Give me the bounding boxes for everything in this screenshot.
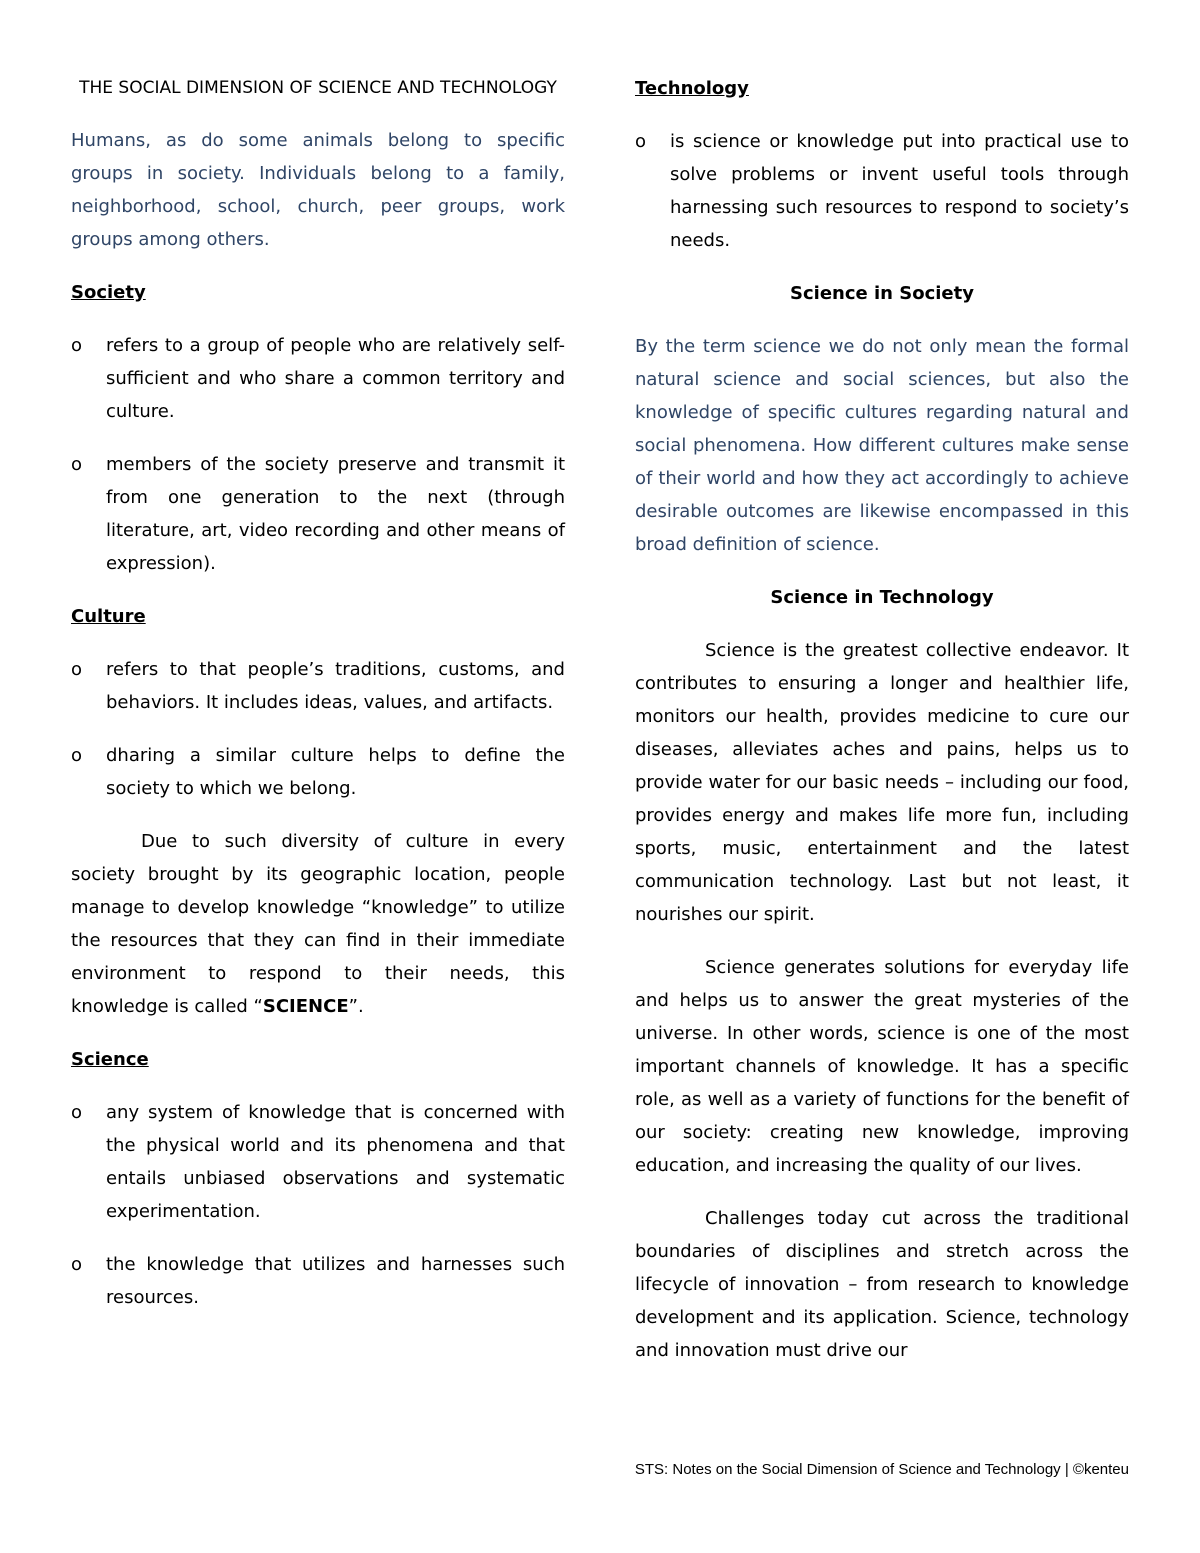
science-heading: Science	[71, 1049, 149, 1070]
bullet-text: is science or knowledge put into practical use to solve problems or invent useful tools through harnessing such resources to respond to society’s needs.	[670, 131, 1129, 251]
diversity-end: ”.	[348, 996, 364, 1017]
science-emphasis: SCIENCE	[262, 996, 349, 1017]
bullet-mark: o	[71, 745, 83, 766]
intro-paragraph: Humans, as do some animals belong to specific groups in society. Individuals belong to a family, neighborhood, school, church, peer groups, work groups among others.	[71, 130, 565, 250]
document-title: THE SOCIAL DIMENSION OF SCIENCE AND TECHNOLOGY	[79, 78, 557, 98]
bullet-text: the knowledge that utilizes and harnesses such resources.	[106, 1254, 565, 1308]
science-in-society-heading: Science in Society	[790, 283, 974, 304]
bullet-text: dharing a similar culture helps to define the society to which we belong.	[106, 745, 565, 799]
bullet-text: members of the society preserve and transmit it from one generation to the next (through literature, art, video recording and other means of expression).	[106, 454, 565, 574]
bullet-text: any system of knowledge that is concerned with the physical world and its phenomena and that entails unbiased observations and systematic experimentation.	[106, 1102, 565, 1222]
society-bullet-1	[71, 329, 565, 428]
bullet-text: refers to a group of people who are relatively self-sufficient and who share a common territory and culture.	[106, 335, 565, 422]
science-in-society-paragraph: By the term science we do not only mean the formal natural science and social sciences, but also the knowledge of specific cultures regarding natural and social phenomena. How different cultures make sense of their world and how they act accordingly to achieve desirable outcomes are likewise encompassed in this broad definition of science.	[635, 336, 1129, 555]
science-bullet-2	[71, 1248, 565, 1314]
science-in-technology-paragraph-2: Science generates solutions for everyday life and helps us to answer the great mysteries of the universe. In other words, science is one of the most important channels of knowledge. It has a specific role, as well as a variety of functions for the benefit of our society: creating new knowledge, improving education, and increasing the quality of our lives.	[635, 957, 1129, 1176]
bullet-mark: o	[71, 335, 83, 356]
technology-bullet-1	[635, 125, 1129, 257]
left-column	[71, 72, 565, 1334]
culture-bullet-2	[71, 739, 565, 805]
diversity-text: Due to such diversity of culture in every society brought by its geographic location, people manage to develop knowledge “knowledge” to utilize the resources that they can find in their immediate environment to respond to their needs, this knowledge is called “	[71, 831, 565, 1017]
bullet-mark: o	[71, 1102, 83, 1123]
bullet-mark: o	[71, 454, 83, 475]
society-heading: Society	[71, 282, 146, 303]
bullet-text: refers to that people’s traditions, customs, and behaviors. It includes ideas, values, and artifacts.	[106, 659, 565, 713]
science-in-technology-paragraph-1: Science is the greatest collective endeavor. It contributes to ensuring a longer and healthier life, monitors our health, provides medicine to cure our diseases, alleviates aches and pains, helps us to provide water for our basic needs – including our food, provides energy and makes life more fun, including sports, music, entertainment and the latest communication technology. Last but not least, it nourishes our spirit.	[635, 640, 1129, 925]
right-column	[635, 72, 1129, 1387]
technology-heading: Technology	[635, 78, 749, 99]
bullet-mark: o	[71, 1254, 83, 1275]
bullet-mark: o	[71, 659, 83, 680]
culture-bullet-1	[71, 653, 565, 719]
science-in-technology-paragraph-3: Challenges today cut across the traditional boundaries of disciplines and stretch across the lifecycle of innovation – from research to knowledge development and its application. Science, technology and innovation must drive our	[635, 1208, 1129, 1361]
society-bullet-2	[71, 448, 565, 580]
diversity-paragraph	[71, 825, 565, 1023]
page-footer: STS: Notes on the Social Dimension of Science and Technology | ©kenteu	[634, 1461, 1129, 1478]
bullet-mark: o	[635, 131, 647, 152]
culture-heading: Culture	[71, 606, 146, 627]
science-bullet-1	[71, 1096, 565, 1228]
science-in-technology-heading: Science in Technology	[770, 587, 994, 608]
